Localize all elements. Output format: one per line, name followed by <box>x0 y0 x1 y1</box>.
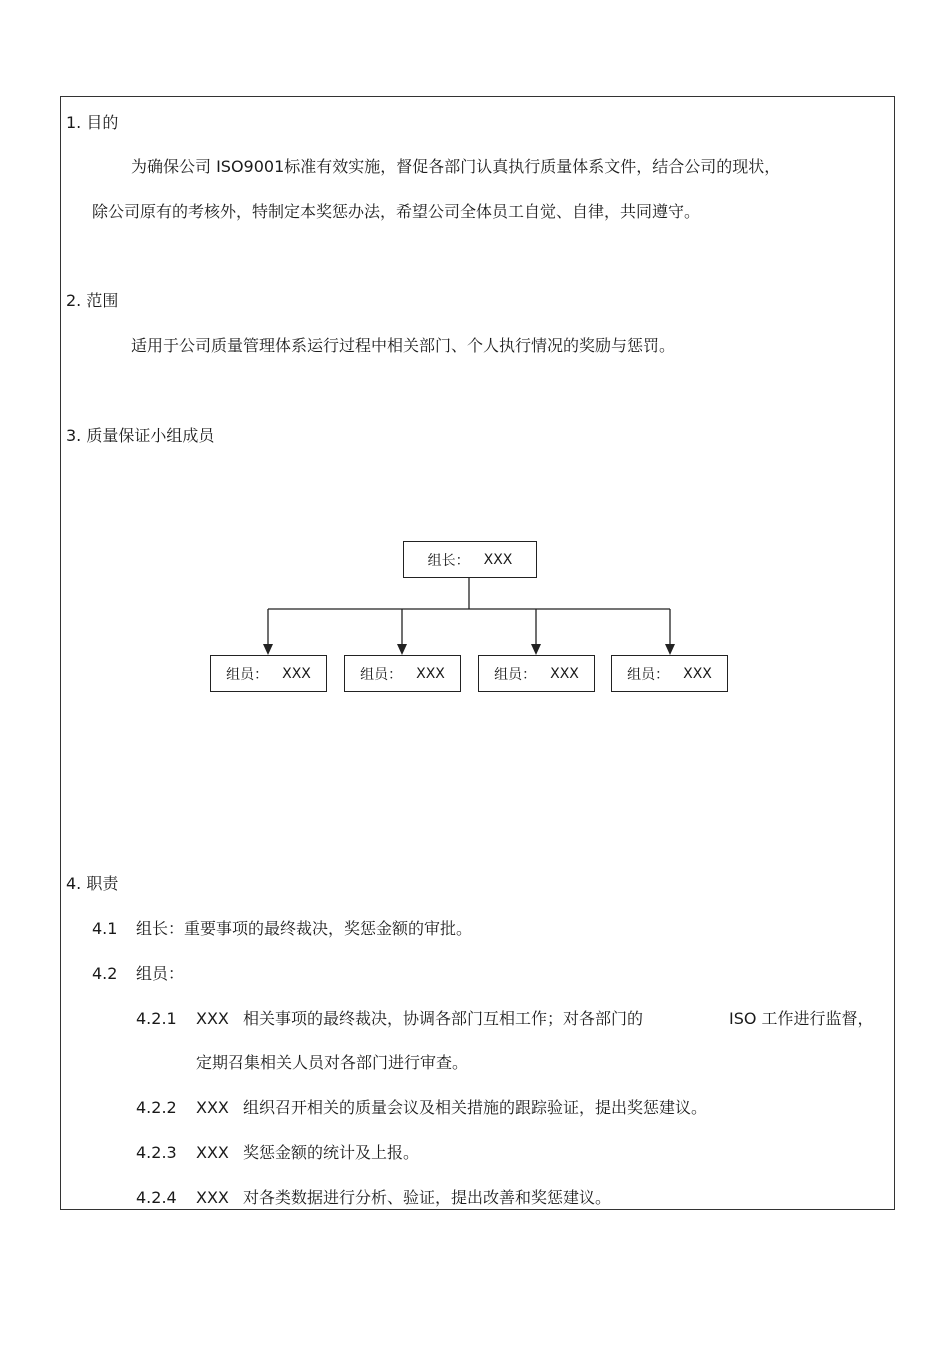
item-4-1-number: 4.1 <box>92 919 118 938</box>
section-1-heading: 1. 目的 <box>66 113 119 132</box>
item-4-2-1-text: 相关事项的最终裁决，协调各部门互相工作；对各部门的 <box>243 1009 644 1028</box>
item-4-2-text: 组员： <box>136 964 185 983</box>
item-4-1-text: 组长：重要事项的最终裁决，奖惩金额的审批。 <box>136 919 473 938</box>
member-name: XXX <box>282 665 311 682</box>
item-4-2-2-number: 4.2.2 <box>136 1098 177 1117</box>
item-4-2-3-text: 奖惩金额的统计及上报。 <box>243 1143 420 1162</box>
item-4-2-2-code: XXX <box>196 1098 229 1117</box>
org-chart-leader-box <box>403 541 537 578</box>
section-4-heading: 4. 职责 <box>66 874 119 893</box>
item-4-2-1-text-tail: ISO 工作进行监督， <box>729 1009 874 1028</box>
member-label: 组员： <box>226 666 269 683</box>
document-frame <box>60 96 895 1210</box>
section-1-paragraph-line-2: 除公司原有的考核外，特制定本奖惩办法，希望公司全体员工自觉、自律，共同遵守。 <box>92 202 701 221</box>
item-4-2-4-text: 对各类数据进行分析、验证，提出改善和奖惩建议。 <box>243 1188 612 1207</box>
org-chart-member-box <box>210 655 327 692</box>
member-label: 组员： <box>360 666 403 683</box>
item-4-2-1-continuation: 定期召集相关人员对各部门进行审查。 <box>196 1053 469 1072</box>
item-4-2-number: 4.2 <box>92 964 118 983</box>
item-4-2-1-number: 4.2.1 <box>136 1009 177 1028</box>
item-4-2-1-code: XXX <box>196 1009 229 1028</box>
org-chart-member-box <box>478 655 595 692</box>
member-name: XXX <box>550 665 579 682</box>
member-name: XXX <box>683 665 712 682</box>
section-2-heading: 2. 范围 <box>66 291 119 310</box>
member-label: 组员： <box>494 666 537 683</box>
member-name: XXX <box>416 665 445 682</box>
item-4-2-4-number: 4.2.4 <box>136 1188 177 1207</box>
org-chart-member-box <box>611 655 728 692</box>
member-label: 组员： <box>627 666 670 683</box>
section-1-paragraph-line-1: 为确保公司 ISO9001标准有效实施，督促各部门认真执行质量体系文件，结合公司的现状， <box>131 157 781 176</box>
item-4-2-4-code: XXX <box>196 1188 229 1207</box>
section-3-heading: 3. 质量保证小组成员 <box>66 426 215 445</box>
item-4-2-3-number: 4.2.3 <box>136 1143 177 1162</box>
leader-name: XXX <box>483 551 513 568</box>
item-4-2-3-code: XXX <box>196 1143 229 1162</box>
item-4-2-2-text: 组织召开相关的质量会议及相关措施的跟踪验证，提出奖惩建议。 <box>243 1098 708 1117</box>
section-2-paragraph: 适用于公司质量管理体系运行过程中相关部门、个人执行情况的奖励与惩罚。 <box>131 336 676 355</box>
org-chart-member-box <box>344 655 461 692</box>
leader-label: 组长： <box>427 552 470 569</box>
